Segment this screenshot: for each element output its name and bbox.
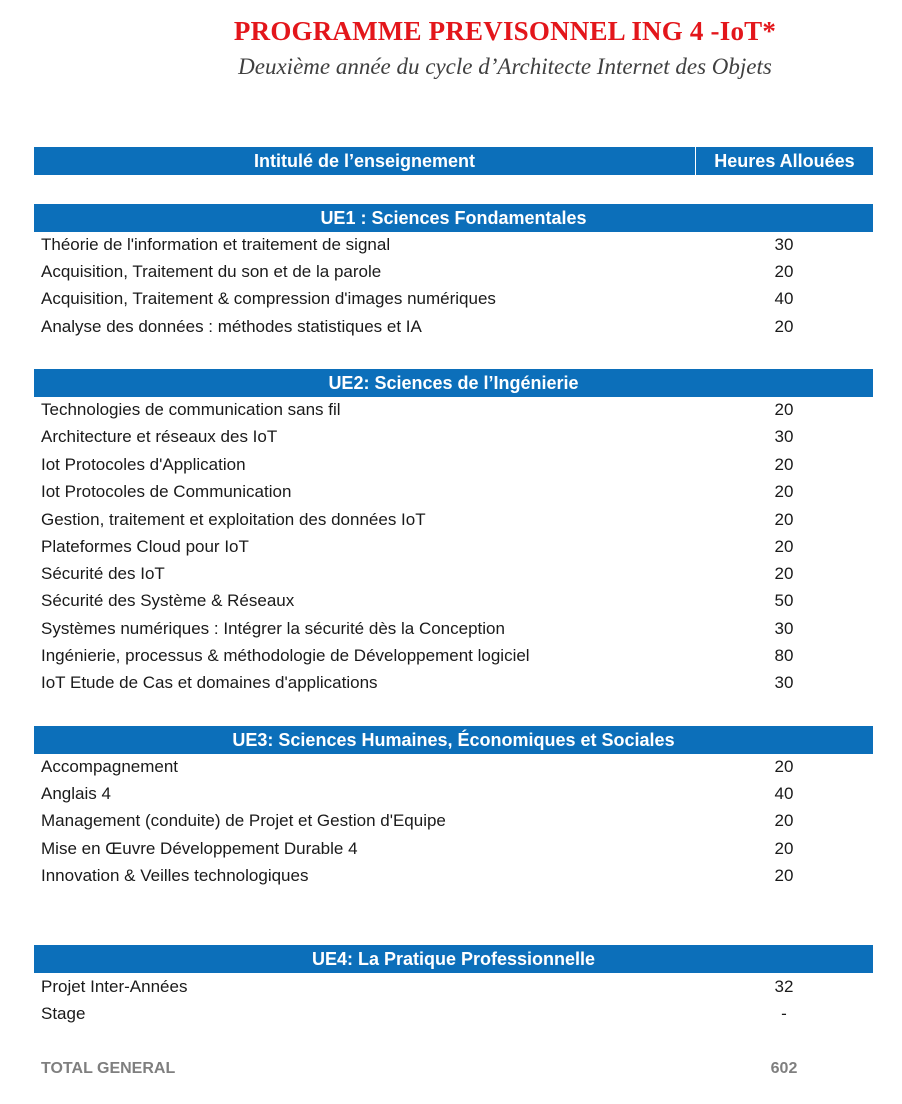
table-row: [34, 1000, 873, 1027]
course-name: Théorie de l'information et traitement de signal: [41, 235, 391, 254]
table-row: [34, 258, 873, 285]
course-name: Iot Protocoles de Communication: [41, 482, 292, 501]
course-hours: 30: [774, 427, 794, 446]
section-header-ue4: UE4: La Pratique Professionnelle: [34, 945, 873, 973]
table-row: [34, 835, 873, 862]
course-name: Architecture et réseaux des IoT: [41, 427, 278, 446]
table-row: [34, 451, 873, 478]
table-row: [34, 615, 873, 642]
table-row: [34, 396, 873, 423]
course-name: Systèmes numériques : Intégrer la sécurité dès la Conception: [41, 619, 505, 638]
course-name: Sécurité des IoT: [41, 564, 165, 583]
course-name: Acquisition, Traitement & compression d'images numériques: [41, 289, 496, 308]
section-header-ue1: UE1 : Sciences Fondamentales: [34, 204, 873, 232]
section-header-ue2: UE2: Sciences de l’Ingénierie: [34, 369, 873, 397]
course-hours: 20: [774, 317, 794, 336]
table-row: [34, 753, 873, 780]
table-row: [34, 669, 873, 696]
table-row: [34, 478, 873, 505]
course-hours: 20: [774, 537, 794, 556]
total-label: TOTAL GENERAL: [41, 1060, 176, 1077]
table-row: [34, 973, 873, 1000]
table-row: [34, 285, 873, 312]
course-hours: 20: [774, 455, 794, 474]
course-name: Projet Inter-Années: [41, 977, 188, 996]
course-hours: 20: [774, 866, 794, 885]
course-name: Anglais 4: [41, 784, 111, 803]
course-name: Analyse des données : méthodes statistiques et IA: [41, 317, 422, 336]
table-header: [34, 147, 873, 175]
course-hours: 32: [774, 977, 794, 996]
course-hours: 20: [774, 757, 794, 776]
course-name: Iot Protocoles d'Application: [41, 455, 246, 474]
page-subtitle: Deuxième année du cycle d’Architecte Internet des Objets: [238, 54, 772, 79]
course-name: Gestion, traitement et exploitation des données IoT: [41, 510, 426, 529]
course-name: Mise en Œuvre Développement Durable 4: [41, 839, 358, 858]
section-header-ue3: UE3: Sciences Humaines, Économiques et Sociales: [34, 726, 873, 754]
course-name: Accompagnement: [41, 757, 179, 776]
course-name: IoT Etude de Cas et domaines d'applications: [41, 673, 378, 692]
table-row: [34, 862, 873, 889]
column-header-course: Intitulé de l’enseignement: [34, 147, 696, 175]
course-hours: 20: [774, 400, 794, 419]
table-row: [34, 587, 873, 614]
course-name: Acquisition, Traitement du son et de la parole: [41, 262, 382, 281]
course-hours: 80: [774, 646, 794, 665]
table-row: [34, 231, 873, 258]
course-hours: 20: [774, 482, 794, 501]
course-hours: 20: [774, 262, 794, 281]
course-hours: 30: [774, 235, 794, 254]
course-hours: 30: [774, 673, 794, 692]
table-row: [34, 533, 873, 560]
column-header-hours: Heures Allouées: [714, 151, 855, 171]
course-hours: 40: [774, 289, 794, 308]
course-name: Management (conduite) de Projet et Gestion d'Equipe: [41, 811, 446, 830]
course-name: Ingénierie, processus & méthodologie de Développement logiciel: [41, 646, 530, 665]
table-row: [34, 642, 873, 669]
table-row: [34, 780, 873, 807]
course-hours: 20: [774, 564, 794, 583]
total-row: [34, 1055, 873, 1082]
table-row: [34, 423, 873, 450]
course-hours: 20: [774, 811, 794, 830]
course-name: Plateformes Cloud pour IoT: [41, 537, 249, 556]
course-hours: 20: [774, 839, 794, 858]
table-row: [34, 313, 873, 340]
course-name: Stage: [41, 1004, 86, 1023]
course-hours: 30: [774, 619, 794, 638]
table-row: [34, 807, 873, 834]
table-row: [34, 506, 873, 533]
total-value: 602: [770, 1060, 798, 1077]
page-title: PROGRAMME PREVISONNEL ING 4 -IoT*: [233, 16, 777, 46]
course-hours: 40: [774, 784, 794, 803]
course-hours: 20: [774, 510, 794, 529]
course-name: Sécurité des Système & Réseaux: [41, 591, 295, 610]
table-row: [34, 560, 873, 587]
course-hours: -: [781, 1004, 787, 1023]
course-name: Technologies de communication sans fil: [41, 400, 341, 419]
course-hours: 50: [774, 591, 794, 610]
course-name: Innovation & Veilles technologiques: [41, 866, 309, 885]
